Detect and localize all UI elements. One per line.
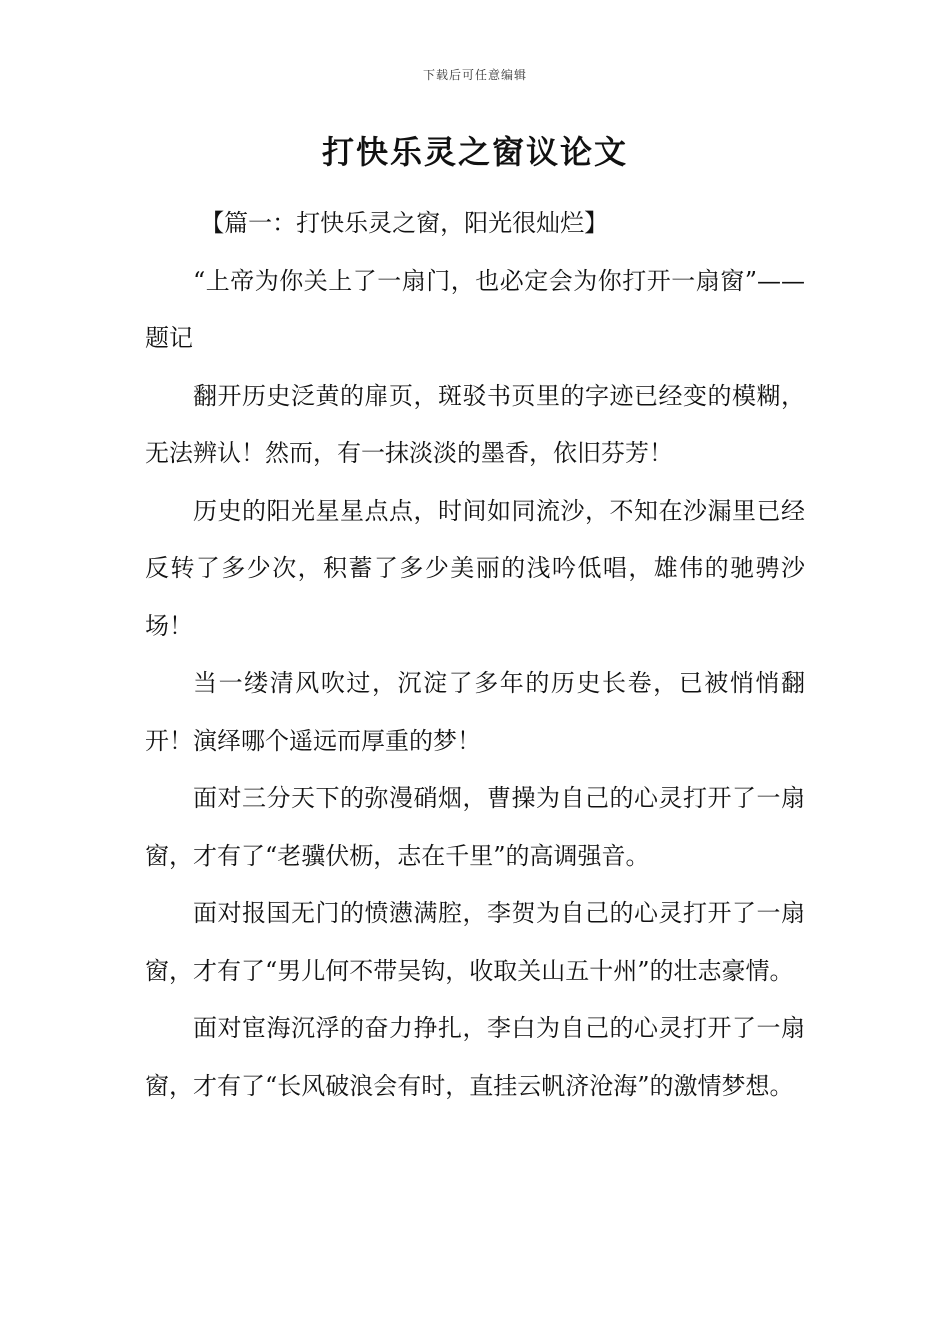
paragraph-epigraph: “上帝为你关上了一扇门，也必定会为你打开一扇窗”——题记 bbox=[145, 266, 805, 352]
section-heading: 【篇一：打快乐灵之窗，阳光很灿烂】 bbox=[200, 209, 609, 237]
paragraph: 面对报国无门的愤懑满腔，李贺为自己的心灵打开了一扇窗，才有了“男儿何不带吴钩，收取关山五十州”的壮志豪情。 bbox=[145, 899, 805, 985]
paragraph: 翻开历史泛黄的扉页，斑驳书页里的字迹已经变的模糊，无法辨认！然而，有一抹淡淡的墨香，依旧芬芳！ bbox=[145, 381, 805, 467]
header-note: 下载后可任意编辑 bbox=[422, 68, 527, 82]
paragraph: 面对三分天下的弥漫硝烟，曹操为自己的心灵打开了一扇窗，才有了“老骥伏枥，志在千里”的高调强音。 bbox=[145, 784, 805, 870]
document-title: 打快乐灵之窗议论文 bbox=[321, 133, 628, 171]
paragraph: 当一缕清风吹过，沉淀了多年的历史长卷，已被悄悄翻开！演绎哪个遥远而厚重的梦！ bbox=[145, 669, 805, 755]
paragraph: 历史的阳光星星点点，时间如同流沙，不知在沙漏里已经反转了多少次，积蓄了多少美丽的浅吟低唱，雄伟的驰骋沙场！ bbox=[145, 496, 805, 640]
paragraph: 面对宦海沉浮的奋力挣扎，李白为自己的心灵打开了一扇窗，才有了“长风破浪会有时，直挂云帆济沧海”的激情梦想。 bbox=[145, 1014, 805, 1100]
document-body bbox=[145, 195, 805, 1115]
